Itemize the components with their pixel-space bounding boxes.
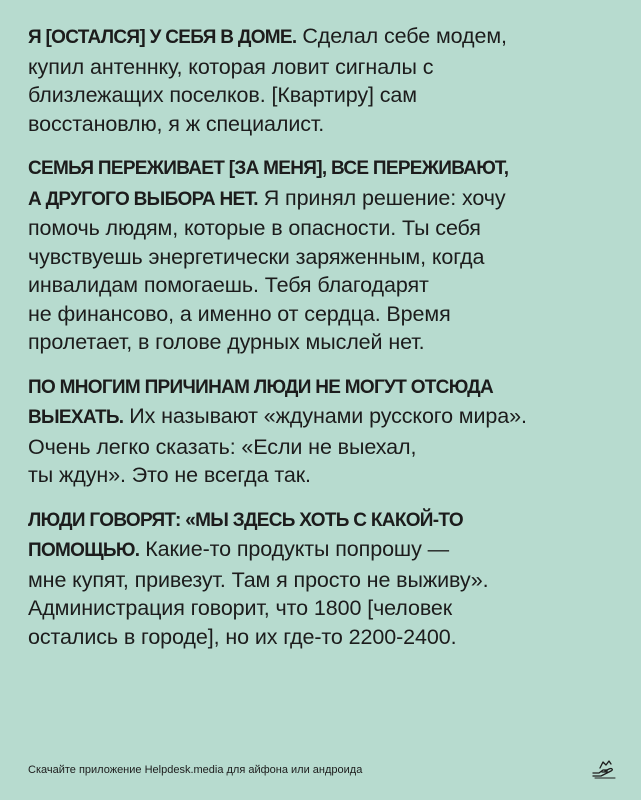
paragraph-2-line-5: инвалидам помогаешь. Тебя благодарят (28, 273, 429, 297)
paragraph-4-line-5: остались в городе], но их где-то 2200-2400. (28, 624, 457, 649)
paragraph-2 (28, 155, 618, 357)
paragraph-4-lead-line-1: ЛЮДИ ГОВОРЯТ: «МЫ ЗДЕСЬ ХОТЬ С КАКОЙ-ТО (28, 509, 463, 531)
paragraph-3-text: Их называют «ждунами русского мира». (123, 404, 527, 428)
paragraph-4-text: Какие-то продукты попрошу — (139, 537, 449, 561)
paragraph-2-lead-line-1: СЕМЬЯ ПЕРЕЖИВАЕТ [ЗА МЕНЯ], ВСЕ ПЕРЕЖИВАЮТ, (28, 158, 509, 179)
footer-app-link[interactable]: Скачайте приложение Helpdesk.media для айфона или андроида (28, 764, 363, 776)
paragraph-4-line-2 (28, 535, 618, 566)
paragraph-1-lead: Я [ОСТАЛСЯ] У СЕБЯ В ДОМЕ. (28, 27, 297, 48)
paragraph-1-line-3: близлежащих поселков. [Квартиру] сам (28, 83, 417, 107)
paragraph-4-line-3: мне купят, привезут. Там я просто не выживу». (28, 567, 489, 592)
paragraph-2-line-2 (28, 184, 618, 215)
paragraph-2-line-6: не финансово, а именно от сердца. Время (28, 301, 451, 326)
paragraph-2-line-7: пролетает, в голове дурных мыслей нет. (28, 330, 425, 354)
paragraph-3-lead-line-1: ПО МНОГИМ ПРИЧИНАМ ЛЮДИ НЕ МОГУТ ОТСЮДА (28, 376, 493, 398)
paragraph-3 (28, 374, 618, 490)
helping-hand-icon (591, 759, 617, 779)
paragraph-1 (28, 22, 618, 138)
paragraph-1-line-4: восстановлю, я ж специалист. (28, 111, 325, 136)
paragraph-1-text: Сделал себе модем, (296, 24, 507, 48)
paragraph-3-line-3: Очень легко сказать: «Если не выехал, (28, 434, 417, 459)
paragraph-4-line-4: Администрация говорит, что 1800 [человек (28, 596, 453, 620)
paragraph-4 (28, 507, 618, 652)
paragraph-3-line-4: ты ждун». Это не всегда так. (28, 463, 311, 487)
paragraph-1-line-2: купил антеннку, которая ловит сигналы с (28, 54, 434, 79)
paragraph-1-line-1 (28, 22, 618, 53)
paragraph-2-line-4: чувствуешь энергетически заряженным, когда (28, 244, 485, 269)
paragraph-3-lead-line-2: ВЫЕХАТЬ. (28, 407, 124, 428)
paragraph-2-lead-line-2: А ДРУГОГО ВЫБОРА НЕТ. (28, 188, 258, 210)
paragraph-2-text: Я принял решение: хочу (257, 185, 506, 210)
paragraph-4-lead-line-2: ПОМОЩЬЮ. (28, 540, 140, 561)
paragraph-3-line-2 (28, 402, 618, 433)
paragraph-2-line-3: помочь людям, которые в опасности. Ты себя (28, 216, 481, 240)
article-body (28, 22, 618, 668)
